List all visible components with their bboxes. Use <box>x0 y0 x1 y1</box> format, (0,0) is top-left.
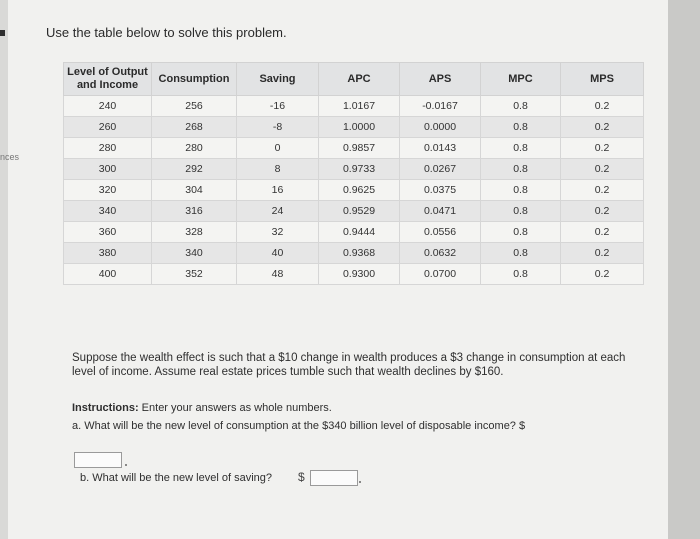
table-cell: 0.8 <box>481 117 561 138</box>
period-mark <box>359 481 361 483</box>
table-cell: 8 <box>237 159 319 180</box>
table-cell: 0.0700 <box>400 264 481 285</box>
table-row <box>64 159 644 180</box>
table-cell: 0.2 <box>561 243 644 264</box>
table-cell: 268 <box>152 117 237 138</box>
table-cell: 0.9300 <box>319 264 400 285</box>
table-cell: 0.9857 <box>319 138 400 159</box>
table-cell: 316 <box>152 201 237 222</box>
table-cell: 0.8 <box>481 96 561 117</box>
table-cell: 0.0632 <box>400 243 481 264</box>
table-cell: 0.0471 <box>400 201 481 222</box>
table-cell: 0.2 <box>561 117 644 138</box>
table-row <box>64 117 644 138</box>
window-edge <box>668 0 700 539</box>
table-header-row <box>64 63 644 96</box>
table-cell: 1.0000 <box>319 117 400 138</box>
table-cell: 0.8 <box>481 222 561 243</box>
table-cell: 0.0143 <box>400 138 481 159</box>
table-cell: 300 <box>64 159 152 180</box>
answer-b-input[interactable] <box>310 470 358 486</box>
table-cell: 0.8 <box>481 180 561 201</box>
table-cell: 0.8 <box>481 243 561 264</box>
table-cell: 0.2 <box>561 222 644 243</box>
table-cell: 16 <box>237 180 319 201</box>
header-consumption: Consumption <box>152 63 237 96</box>
header-output-income: Level of Output and Income <box>64 63 152 96</box>
table-cell: -16 <box>237 96 319 117</box>
table-cell: 0.0375 <box>400 180 481 201</box>
table-cell: 0.8 <box>481 264 561 285</box>
bullet-marker <box>0 30 5 36</box>
table-cell: 0.9733 <box>319 159 400 180</box>
table-cell: 260 <box>64 117 152 138</box>
header-apc: APC <box>319 63 400 96</box>
table-cell: 0.2 <box>561 96 644 117</box>
table-cell: 0.9529 <box>319 201 400 222</box>
table-cell: 0.0267 <box>400 159 481 180</box>
table-row <box>64 138 644 159</box>
table-cell: 320 <box>64 180 152 201</box>
table-row <box>64 201 644 222</box>
table-cell: 360 <box>64 222 152 243</box>
table-cell: 292 <box>152 159 237 180</box>
table-cell: 280 <box>64 138 152 159</box>
currency-symbol: $ <box>298 470 305 484</box>
table-cell: 48 <box>237 264 319 285</box>
table-cell: 0.2 <box>561 159 644 180</box>
table-cell: -8 <box>237 117 319 138</box>
table-row <box>64 222 644 243</box>
table-cell: -0.0167 <box>400 96 481 117</box>
table-cell: 0 <box>237 138 319 159</box>
answer-a-input[interactable] <box>74 452 122 468</box>
table-cell: 256 <box>152 96 237 117</box>
table-cell: 0.2 <box>561 180 644 201</box>
table-cell: 0.9444 <box>319 222 400 243</box>
table-cell: 40 <box>237 243 319 264</box>
part-b-question: b. What will be the new level of saving? <box>80 472 272 484</box>
table-cell: 280 <box>152 138 237 159</box>
header-saving: Saving <box>237 63 319 96</box>
table-cell: 0.2 <box>561 138 644 159</box>
table-cell: 340 <box>152 243 237 264</box>
table-cell: 0.2 <box>561 201 644 222</box>
table-cell: 380 <box>64 243 152 264</box>
table-cell: 240 <box>64 96 152 117</box>
table-cell: 0.2 <box>561 264 644 285</box>
period-mark <box>125 464 127 466</box>
table-cell: 352 <box>152 264 237 285</box>
data-table <box>63 62 644 285</box>
table-cell: 0.9368 <box>319 243 400 264</box>
table-cell: 0.9625 <box>319 180 400 201</box>
table-row <box>64 96 644 117</box>
side-tab-label[interactable]: nces <box>0 152 20 162</box>
table-cell: 0.8 <box>481 159 561 180</box>
table-row <box>64 264 644 285</box>
table-cell: 304 <box>152 180 237 201</box>
part-a-question: a. What will be the new level of consumption at the $340 billion level of disposable income? $ <box>72 420 526 432</box>
table-cell: 24 <box>237 201 319 222</box>
question-text: Suppose the wealth effect is such that a $10 change in wealth produces a $3 change in consumption at each level of income. Assume real estate prices tumble such that wealth declines by $160. <box>72 352 626 378</box>
table-cell: 1.0167 <box>319 96 400 117</box>
table-cell: 0.0000 <box>400 117 481 138</box>
table-cell: 328 <box>152 222 237 243</box>
instructions-label: Instructions: <box>72 402 139 414</box>
header-mpc: MPC <box>481 63 561 96</box>
table-cell: 340 <box>64 201 152 222</box>
instructions-text: Enter your answers as whole numbers. <box>138 402 332 414</box>
header-aps: APS <box>400 63 481 96</box>
table-cell: 32 <box>237 222 319 243</box>
table-cell: 0.0556 <box>400 222 481 243</box>
table-cell: 0.8 <box>481 201 561 222</box>
instructions-line <box>72 402 332 414</box>
table-cell: 400 <box>64 264 152 285</box>
table-row <box>64 243 644 264</box>
instructions-intro: Use the table below to solve this problem. <box>46 25 287 40</box>
header-mps: MPS <box>561 63 644 96</box>
table-row <box>64 180 644 201</box>
table-cell: 0.8 <box>481 138 561 159</box>
